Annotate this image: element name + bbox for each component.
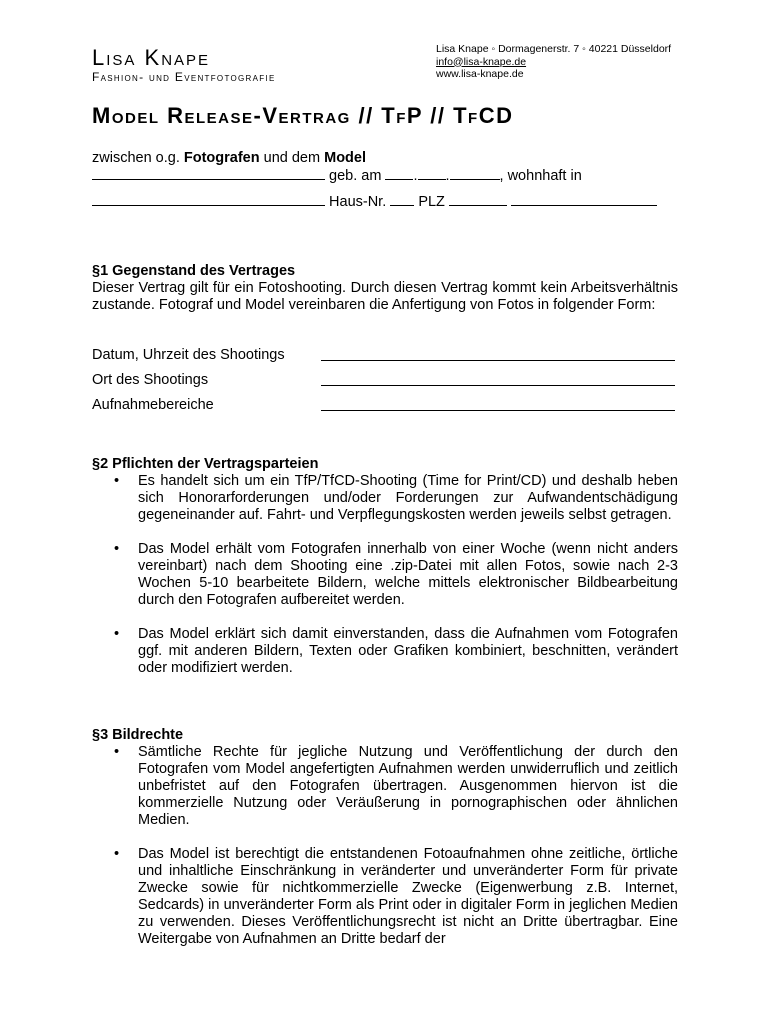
house-no-label: Haus-Nr. [329,194,387,210]
section-1-text: Dieser Vertrag gilt für ein Fotoshooting. Durch diesen Vertrag kommt kein Arbeitsverhältnis zustande. Fotograf und Model vereinbaren die Anfertigung von Fotos in folgender Form: [92,280,678,313]
field-label: Datum, Uhrzeit des Shootings [92,347,285,363]
street-field[interactable] [92,193,325,206]
section-2-list [92,473,678,677]
parties-intro [92,150,678,167]
section-1 [92,263,678,314]
house-no-field[interactable] [390,193,414,206]
plz-label: PLZ [418,194,445,210]
section-3 [92,727,678,948]
document-title: Model Release-Vertrag // TfP // TfCD [92,103,514,128]
section-2 [92,456,678,677]
list-item: • Das Model ist berechtigt die entstandenen Fotoaufnahmen ohne zeitliche, örtliche und inhaltliche Einschränkung in veränderter und unveränderter Form für private Zwecke sowie für nichtkommerzielle Zwecke (Eigenwerbung z.B. Internet, Sedcards) in unveränderter Form als Print oder in digitaler Form in jeglichen Medien zu verwenden. Dieses Veröffentlichungsrecht ist nicht an Dritte übertragbar. Eine Weitergabe von Aufnahmen an Dritte bedarf der [92,846,678,948]
name-field[interactable] [92,167,325,180]
parties-line-name [92,167,678,185]
contact-address: Lisa Knape ◦ Dormagenerstr. 7 ◦ 40221 Düsseldorf [436,43,672,55]
intro-model: Model [324,150,366,166]
birth-sep: . [413,168,418,184]
birth-label: geb. am [329,168,382,184]
birth-month-field[interactable] [418,167,446,180]
shooting-date-field[interactable] [321,360,675,361]
parties-line-address [92,193,678,211]
birth-year-field[interactable] [450,167,500,180]
field-label: Ort des Shootings [92,372,209,388]
email-link[interactable]: info@lisa-knape.de [436,55,527,68]
section-2-heading: §2 Pflichten der Vertragsparteien [92,456,319,472]
birth-sep: . [445,168,450,184]
city-field[interactable] [511,193,657,206]
list-item: • Es handelt sich um ein TfP/TfCD-Shooting (Time for Print/CD) und deshalb heben sich Honorarforderungen und/oder Forderungen zur Aufwandentschädigung gegeneinander auf. Fahrt- und Verpflegungskosten werden jeweils selbst getragen. [92,473,678,524]
plz-field[interactable] [449,193,507,206]
intro-text-mid: und dem [259,150,325,166]
website-text: www.lisa-knape.de [436,68,524,80]
shooting-location-field[interactable] [321,385,675,386]
shooting-areas-field[interactable] [321,410,675,411]
section-3-list [92,744,678,948]
list-item: • Das Model erhält vom Fotografen innerhalb von einer Woche (wenn nicht anders vereinbart) nach dem Shooting eine .zip-Datei mit allen Fotos, sowie nach 2-3 Wochen 5-10 bearbeitete Bildern, welche mittels elektronischer Bildbearbeitung durch den Fotografen aufbereitet werden. [92,541,678,609]
field-label: Aufnahmebereiche [92,397,214,413]
intro-photographer: Fotografen [183,150,260,166]
intro-text: zwischen o.g. [92,150,184,166]
section-1-heading: §1 Gegenstand des Vertrages [92,263,296,279]
contact-block [436,43,671,81]
section-3-heading: §3 Bildrechte [92,727,184,743]
birth-day-field[interactable] [385,167,413,180]
residence-label: , wohnhaft in [499,168,582,184]
list-item: • Sämtliche Rechte für jegliche Nutzung und Veröffentlichung der durch den Fotografen vom Model angefertigten Aufnahmen werden unwiderruflich und zeitlich unbefristet auf den Fotografen übertragen. Ausgenommen hiervon ist die kommerzielle Nutzung oder Veräußerung in pornographischen oder ähnlichen Medien. [92,744,678,829]
brand-subtitle: Fashion- und Eventfotografie [92,70,276,84]
brand-name: Lisa Knape [92,45,211,70]
list-item: • Das Model erklärt sich damit einverstanden, dass die Aufnahmen vom Fotografen ggf. mit anderen Bildern, Texten oder Grafiken kombiniert, beschnitten, verändert oder modifiziert werden. [92,626,678,677]
